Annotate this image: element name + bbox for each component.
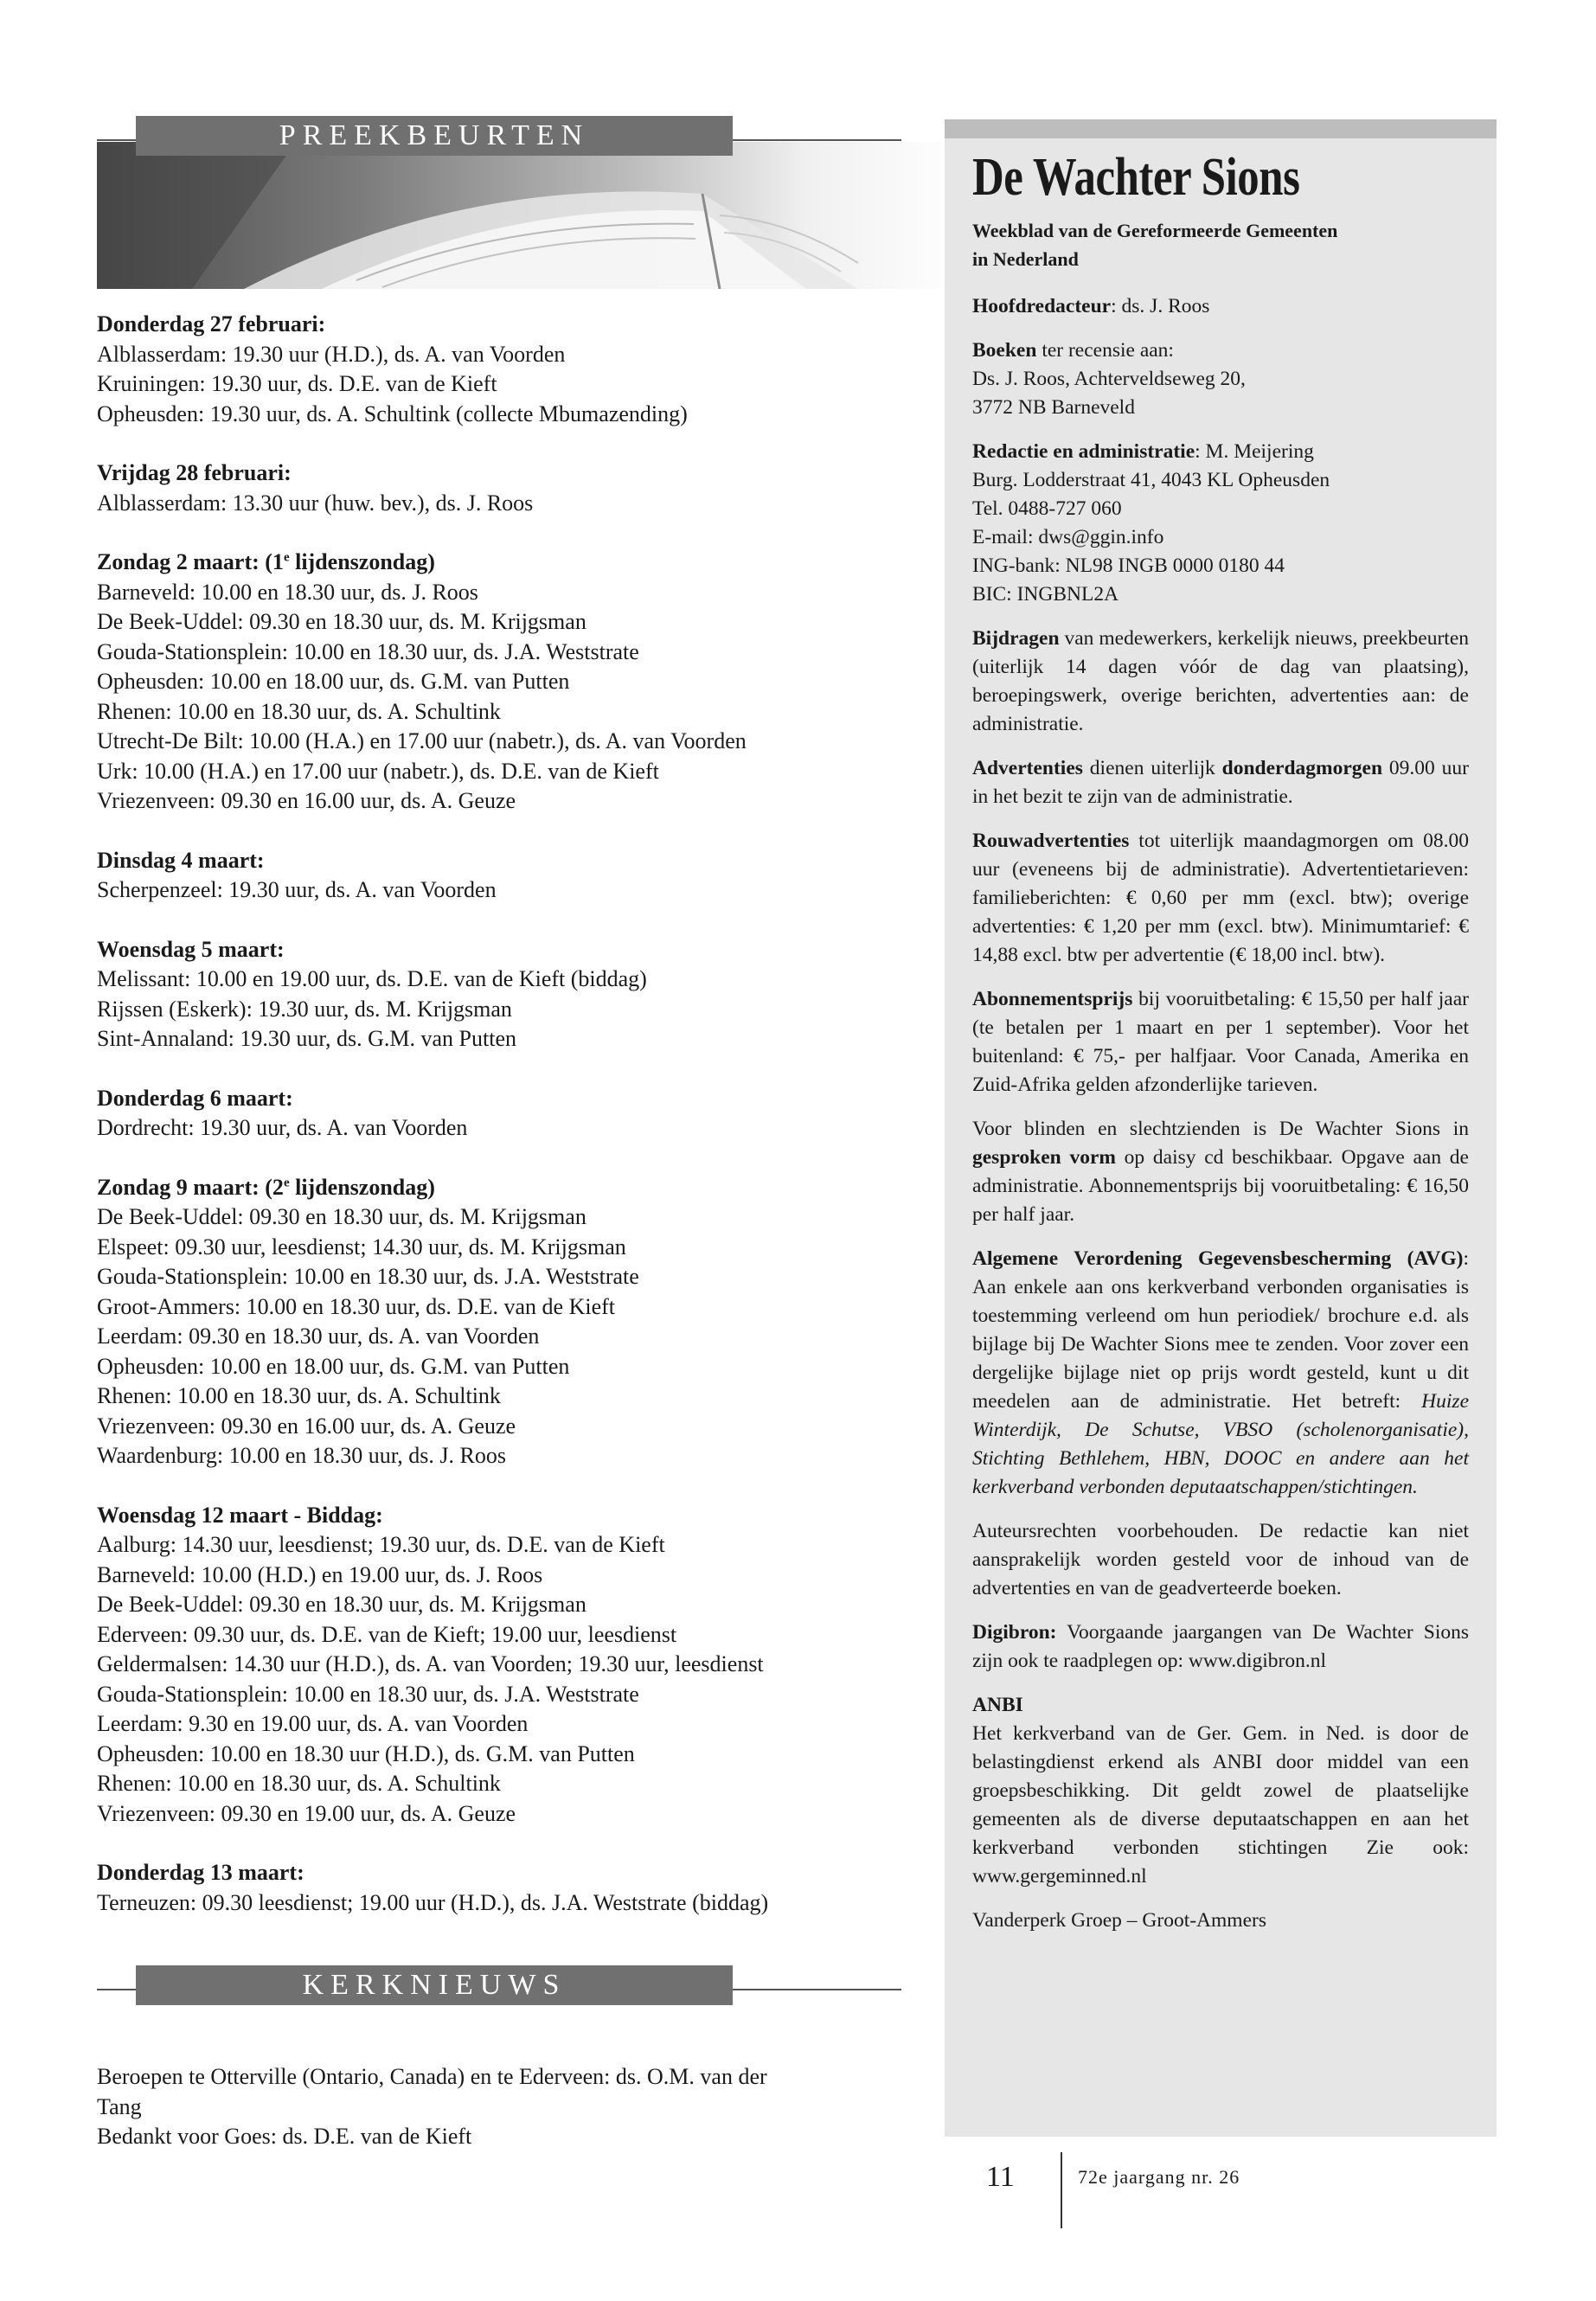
ads-mid: dienen uiterlijk bbox=[1082, 757, 1222, 779]
sermon-entry: Rijssen (Eskerk): 19.30 uur, ds. M. Krijgsman bbox=[97, 996, 512, 1022]
day-block bbox=[97, 310, 901, 429]
news-line: Beroepen te Otterville (Ontario, Canada) en te Ederveen: ds. O.M. van der bbox=[97, 2064, 767, 2089]
news-line: Bedankt voor Goes: ds. D.E. van de Kieft bbox=[97, 2124, 472, 2149]
sermon-entry: Utrecht-De Bilt: 10.00 (H.A.) en 17.00 uur (nabetr.), ds. A. van Voorden bbox=[97, 728, 747, 753]
admin-line: E-mail: dws@ggin.info bbox=[972, 526, 1164, 548]
footer-divider bbox=[1061, 2152, 1062, 2228]
sermon-entry: Waardenburg: 10.00 en 18.30 uur, ds. J. Roos bbox=[97, 1443, 507, 1468]
editor-value: : ds. J. Roos bbox=[1111, 295, 1210, 317]
day-heading-pre: Zondag 2 maart: (1 bbox=[97, 549, 284, 574]
sermon-entry: Kruiningen: 19.30 uur, ds. D.E. van de Kieft bbox=[97, 371, 497, 396]
sermon-entry: Opheusden: 10.00 en 18.00 uur, ds. G.M. van Putten bbox=[97, 669, 570, 694]
sermon-entry: Vriezenveen: 09.30 en 16.00 uur, ds. A. Geuze bbox=[97, 788, 516, 813]
mourning-ads-block bbox=[972, 827, 1469, 970]
day-heading: Dinsdag 4 maart: bbox=[97, 847, 265, 873]
volume-issue: 72e jaargang nr. 26 bbox=[1078, 2166, 1240, 2188]
subtitle-line: Weekblad van de Gereformeerde Gemeenten bbox=[972, 220, 1338, 241]
day-heading-pre: Zondag 9 maart: (2 bbox=[97, 1174, 284, 1200]
day-heading: Donderdag 6 maart: bbox=[97, 1085, 293, 1111]
editor-block bbox=[972, 292, 1469, 321]
news-line: Tang bbox=[97, 2093, 142, 2119]
admin-block bbox=[972, 438, 1469, 609]
sermon-entry: Geldermalsen: 14.30 uur (H.D.), ds. A. van Voorden; 19.30 uur, leesdienst bbox=[97, 1651, 764, 1676]
church-news bbox=[97, 2062, 901, 2152]
subtitle-line: in Nederland bbox=[972, 248, 1079, 270]
avg-text: : Aan enkele aan ons kerkverband verbonden organisaties is toestemming verleend om hun periodiek/ brochure e.d. als bijlage bij De Wachter Sions mee te zenden. Voor zover een dergelijke bijlage niet op prijs wordt gesteld, kunt u dit meedelen aan de administratie. Het betreft: bbox=[972, 1247, 1469, 1413]
contributions-text: van medewerkers, kerkelijk nieuws, preekbeurten (uiterlijk 14 dagen vóór de dag van plaatsing), beroepingswerk, overige berichten, advertenties aan: de administratie. bbox=[972, 627, 1469, 735]
avg-label: Algemene Verordening Gegevensbescherming (AVG) bbox=[972, 1247, 1464, 1270]
sermon-entry: Vriezenveen: 09.30 en 19.00 uur, ds. A. Geuze bbox=[97, 1800, 516, 1826]
sermon-entry: Opheusden: 10.00 en 18.30 uur (H.D.), ds. G.M. van Putten bbox=[97, 1740, 635, 1766]
kerknieuws-section bbox=[97, 1962, 901, 2152]
day-heading: Donderdag 27 februari: bbox=[97, 311, 326, 336]
avg-organisations: Huize Winterdijk, De Schutse, VBSO (scholenorganisatie), Stichting Bethlehem, HBN, DOOC en andere aan het kerkverband verbonden deputaatschappen/stichtingen. bbox=[972, 1390, 1469, 1498]
sermon-entry: Elspeet: 09.30 uur, leesdienst; 14.30 uur, ds. M. Krijgsman bbox=[97, 1234, 626, 1259]
kerknieuws-header bbox=[97, 1962, 901, 2014]
blind-bold: gesproken vorm bbox=[972, 1146, 1116, 1169]
ordinal-sup: e bbox=[283, 550, 290, 565]
books-address-line: 3772 NB Barneveld bbox=[972, 396, 1135, 419]
sermon-entry: Barneveld: 10.00 en 18.30 uur, ds. J. Roos bbox=[97, 579, 478, 605]
day-block bbox=[97, 846, 901, 906]
admin-line: Tel. 0488-727 060 bbox=[972, 497, 1122, 520]
sermon-entry: De Beek-Uddel: 09.30 en 18.30 uur, ds. M. Krijgsman bbox=[97, 1592, 586, 1617]
sermon-entry: Aalburg: 14.30 uur, leesdienst; 19.30 uur, ds. D.E. van de Kieft bbox=[97, 1532, 665, 1557]
sermon-entry: Dordrecht: 19.30 uur, ds. A. van Voorden bbox=[97, 1115, 468, 1140]
sermon-entry: Sint-Annaland: 19.30 uur, ds. G.M. van Putten bbox=[97, 1026, 516, 1051]
subscription-block bbox=[972, 985, 1469, 1099]
subscription-text: bij vooruitbetaling: € 15,50 per half jaar (te betalen per 1 maart en per 1 september). Voor het buitenland: € 75,- per halfjaar. Voor Canada, Amerika en Zuid-Afrika gelden afzonderlijke tarieven. bbox=[972, 988, 1469, 1096]
colophon-box bbox=[945, 119, 1497, 2137]
sermon-entry: Scherpenzeel: 19.30 uur, ds. A. van Voorden bbox=[97, 877, 497, 902]
digibron-text: Voorgaande jaargangen van De Wachter Sions zijn ook te raadplegen op: www.digibron.nl bbox=[972, 1621, 1469, 1672]
admin-value: : M. Meijering bbox=[1195, 440, 1314, 463]
blind-block bbox=[972, 1115, 1469, 1229]
sermon-entry: Terneuzen: 09.30 leesdienst; 19.00 uur (H.D.), ds. J.A. Weststrate (biddag) bbox=[97, 1889, 769, 1915]
colophon-top-bar bbox=[945, 119, 1497, 138]
sermon-entry: Ederveen: 09.30 uur, ds. D.E. van de Kieft; 19.00 uur, leesdienst bbox=[97, 1621, 677, 1647]
sermon-entry: Urk: 10.00 (H.A.) en 17.00 uur (nabetr.), ds. D.E. van de Kieft bbox=[97, 758, 659, 784]
day-heading: Woensdag 5 maart: bbox=[97, 936, 285, 962]
ordinal-sup: e bbox=[283, 1175, 290, 1189]
page-number: 11 bbox=[986, 2161, 1015, 2193]
anbi-block bbox=[972, 1691, 1469, 1891]
magazine-subtitle bbox=[972, 216, 1469, 273]
mourning-label: Rouwadvertenties bbox=[972, 830, 1130, 852]
day-heading-post: lijdenszondag) bbox=[289, 549, 435, 574]
sermon-entry: Opheusden: 10.00 en 18.00 uur, ds. G.M. van Putten bbox=[97, 1353, 570, 1379]
day-heading bbox=[97, 548, 901, 578]
ads-label: Advertenties bbox=[972, 757, 1083, 779]
preekbeurten-header bbox=[97, 112, 901, 164]
sermon-entry: Groot-Ammers: 10.00 en 18.30 uur, ds. D.E. van de Kieft bbox=[97, 1293, 616, 1319]
day-block bbox=[97, 458, 901, 518]
day-heading: Donderdag 13 maart: bbox=[97, 1860, 304, 1885]
ads-end: 09.00 uur in het bezit te zijn van de administratie. bbox=[972, 757, 1470, 808]
sermon-entry: Vriezenveen: 09.30 en 16.00 uur, ds. A. Geuze bbox=[97, 1413, 516, 1439]
admin-label: Redactie en administratie bbox=[972, 440, 1195, 463]
day-block bbox=[97, 1858, 901, 1918]
day-heading: Woensdag 12 maart - Biddag: bbox=[97, 1502, 383, 1528]
sermon-entry: Rhenen: 10.00 en 18.30 uur, ds. A. Schultink bbox=[97, 1383, 501, 1408]
sermon-entry: Melissant: 10.00 en 19.00 uur, ds. D.E. van de Kieft (biddag) bbox=[97, 966, 647, 991]
contributions-block bbox=[972, 625, 1469, 739]
left-column bbox=[97, 112, 901, 2149]
mourning-text: tot uiterlijk maandagmorgen om 08.00 uur (eveneens bij de administratie). Advertentietarieven: familieberichten: € 0,60 per mm (excl. btw); overige advertenties: € 1,20 per mm (excl. btw). Minimumtarief: € 14,88 excl. btw per advertentie (€ 18,00 incl. btw). bbox=[972, 830, 1469, 966]
sermon-entry: Rhenen: 10.00 en 18.30 uur, ds. A. Schultink bbox=[97, 1771, 501, 1796]
sermon-entry: Barneveld: 10.00 (H.D.) en 19.00 uur, ds. J. Roos bbox=[97, 1561, 543, 1587]
sermon-entry: Rhenen: 10.00 en 18.30 uur, ds. A. Schultink bbox=[97, 698, 501, 724]
day-heading: Vrijdag 28 februari: bbox=[97, 460, 292, 485]
sermon-entry: Leerdam: 09.30 en 18.30 uur, ds. A. van Voorden bbox=[97, 1324, 540, 1349]
digibron-label: Digibron: bbox=[972, 1621, 1057, 1644]
editor-label: Hoofdredacteur bbox=[972, 295, 1112, 317]
colophon-content bbox=[972, 145, 1469, 1951]
blind-pre: Voor blinden en slechtzienden is De Wachter Sions in bbox=[972, 1118, 1469, 1140]
day-heading bbox=[97, 1173, 901, 1203]
anbi-text: Het kerkverband van de Ger. Gem. in Ned. is door de belastingdienst erkend als ANBI door middel van een groepsbeschikking. Dit geldt zowel de plaatselijke gemeenten als de diverse deputaatschappen en aan het kerkverband verbonden stichtingen Zie ook: www.gergeminned.nl bbox=[972, 1722, 1469, 1888]
anbi-label: ANBI bbox=[972, 1694, 1023, 1716]
contributions-label: Bijdragen bbox=[972, 627, 1060, 650]
admin-line: Burg. Lodderstraat 41, 4043 KL Opheusden bbox=[972, 469, 1330, 491]
admin-line: ING-bank: NL98 INGB 0000 0180 44 bbox=[972, 554, 1285, 577]
sermon-entry: Gouda-Stationsplein: 10.00 en 18.30 uur, ds. J.A. Weststrate bbox=[97, 1681, 639, 1707]
admin-line: BIC: INGBNL2A bbox=[972, 583, 1119, 606]
sermon-entry: Alblasserdam: 13.30 uur (huw. bev.), ds. J. Roos bbox=[97, 490, 534, 516]
books-label: Boeken bbox=[972, 339, 1037, 362]
printer-block: Vanderperk Groep – Groot-Ammers bbox=[972, 1909, 1266, 1932]
day-block bbox=[97, 1173, 901, 1471]
books-address-line: Ds. J. Roos, Achterveldseweg 20, bbox=[972, 368, 1246, 390]
day-block bbox=[97, 548, 901, 817]
subscription-label: Abonnementsprijs bbox=[972, 988, 1133, 1010]
sermon-entry: De Beek-Uddel: 09.30 en 18.30 uur, ds. M. Krijgsman bbox=[97, 609, 586, 634]
sermon-entry: Opheusden: 19.30 uur, ds. A. Schultink (collecte Mbumazending) bbox=[97, 401, 688, 426]
day-heading-post: lijdenszondag) bbox=[289, 1174, 435, 1200]
digibron-block bbox=[972, 1618, 1469, 1676]
sermon-entry: Gouda-Stationsplein: 10.00 en 18.30 uur, ds. J.A. Weststrate bbox=[97, 1264, 639, 1289]
section-title-kerknieuws: KERKNIEUWS bbox=[136, 1965, 733, 2005]
blind-post: op daisy cd beschikbaar. Opgave aan de administratie. Abonnementsprijs bij vooruitbetaling: € 16,50 per half jaar. bbox=[972, 1146, 1469, 1226]
sermon-entry: Gouda-Stationsplein: 10.00 en 18.30 uur, ds. J.A. Weststrate bbox=[97, 638, 639, 664]
day-block bbox=[97, 1084, 901, 1144]
books-block bbox=[972, 336, 1469, 422]
section-title-preekbeurten: PREEKBEURTEN bbox=[136, 116, 733, 156]
avg-block bbox=[972, 1245, 1469, 1502]
day-block bbox=[97, 935, 901, 1054]
books-value: ter recensie aan: bbox=[1036, 339, 1174, 362]
ads-block bbox=[972, 754, 1469, 811]
ads-deadline: donderdagmorgen bbox=[1221, 757, 1383, 779]
sermon-entry: De Beek-Uddel: 09.30 en 18.30 uur, ds. M. Krijgsman bbox=[97, 1204, 586, 1229]
magazine-title: De Wachter Sions bbox=[972, 148, 1300, 207]
day-block bbox=[97, 1501, 901, 1830]
sermon-schedule bbox=[97, 310, 901, 1947]
sermon-entry: Alblasserdam: 19.30 uur (H.D.), ds. A. van Voorden bbox=[97, 341, 566, 367]
sermon-entry: Leerdam: 9.30 en 19.00 uur, ds. A. van Voorden bbox=[97, 1711, 529, 1736]
copyright-block: Auteursrechten voorbehouden. De redactie kan niet aansprakelijk worden gesteld voor de inhoud van de advertenties en van de geadverteerde boeken. bbox=[972, 1520, 1469, 1599]
